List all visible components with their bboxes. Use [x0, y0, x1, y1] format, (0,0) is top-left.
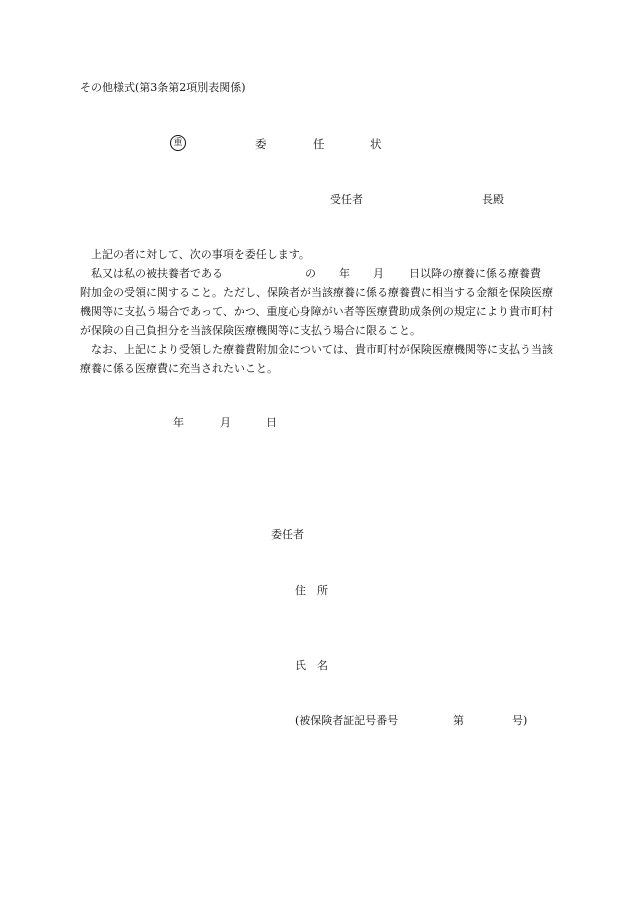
recipient-suffix: 長殿: [482, 193, 504, 206]
body-line-2a: 私又は私の被扶養者である: [91, 267, 223, 280]
date-month: 月: [220, 416, 231, 429]
title-char-3: 状: [370, 137, 382, 151]
body-line-2d: 月: [373, 267, 384, 280]
insurance-mid: 第: [453, 714, 464, 727]
insurance-prefix: (被保険者証記号番号: [295, 714, 399, 727]
name-label: 氏 名: [295, 659, 328, 672]
date-day: 日: [266, 416, 277, 429]
body-line-2c: 年: [339, 267, 350, 280]
body-line-2b: の: [305, 267, 316, 280]
delegator-label: 委任者: [271, 528, 304, 541]
body-line-1: 上記の者に対して、次の事項を委任します。: [91, 248, 310, 261]
body-paragraph-1-text: 附加金の受領に関すること。ただし、保険者が当該療養に係る療養費に相当する金額を保険医療機関等に支払う場合であって、かつ、重度心身障がい者等医療費助成条例の規定により貴市町村が保険の自己負担分を当該保険医療機関等に支払う場合に限ること。: [80, 286, 553, 337]
address-label: 住 所: [295, 584, 328, 597]
recipient-prefix: 受任者: [330, 193, 363, 206]
body-line-2e: 日以降の療養に係る療養費: [409, 267, 541, 280]
body-paragraph-1: [80, 283, 553, 340]
body-paragraph-2-text: なお、上記により受領した療養費附加金については、貴市町村が保険医療機関等に支払う当該療養に係る医療費に充当されたいこと。: [80, 343, 553, 375]
form-note: その他様式(第3条第2項別表関係): [80, 81, 246, 94]
title-char-1: 委: [255, 137, 267, 151]
date-year: 年: [173, 416, 184, 429]
seal-mark: 重: [170, 135, 186, 151]
body-paragraph-2: [80, 340, 553, 378]
insurance-suffix: 号): [512, 714, 528, 727]
title-char-2: 任: [313, 137, 325, 151]
